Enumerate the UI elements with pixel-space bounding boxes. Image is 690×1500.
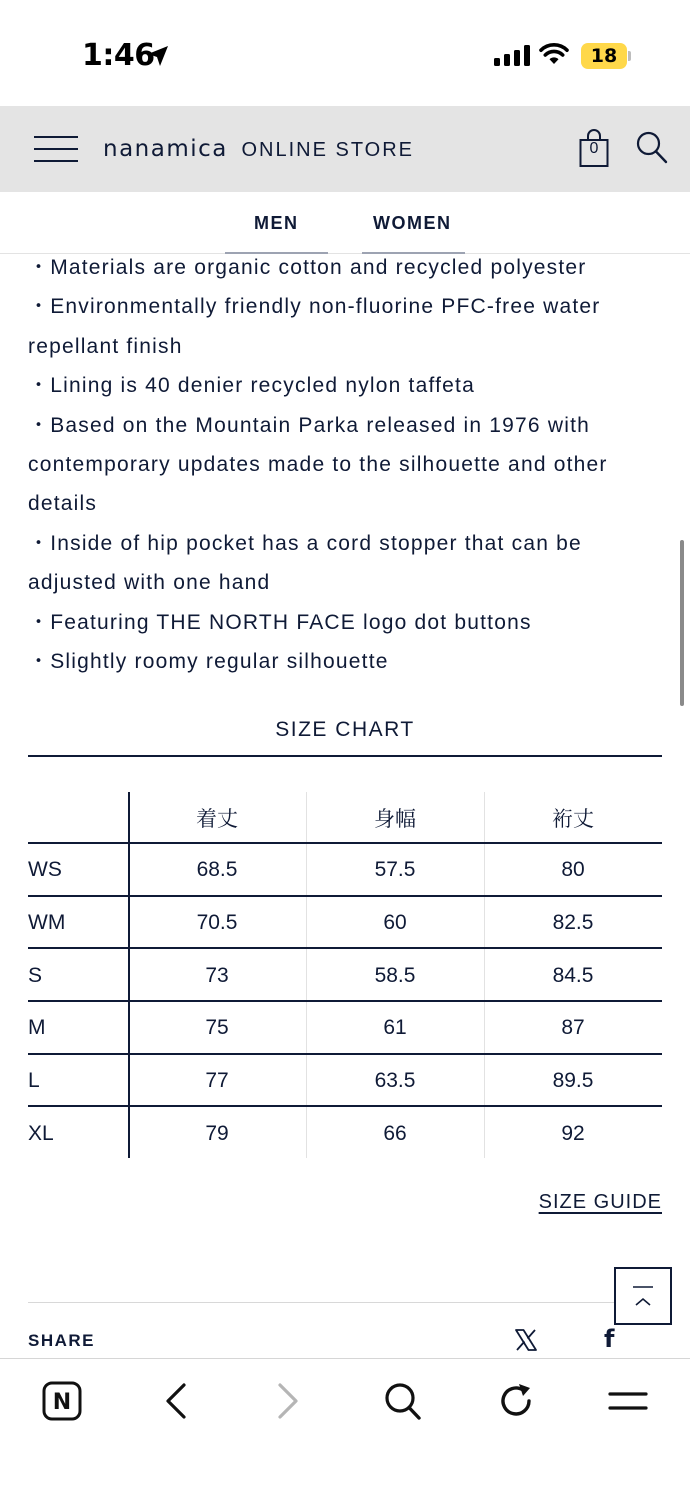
table-row	[28, 1107, 662, 1160]
tab-women[interactable]: WOMEN	[373, 213, 452, 233]
brand-suffix: ONLINE STORE	[241, 139, 415, 161]
size-guide-link[interactable]: SIZE GUIDE	[538, 1191, 662, 1213]
table-cell: 60	[383, 911, 407, 935]
cart-button[interactable]	[579, 128, 609, 173]
wifi-icon	[538, 42, 570, 66]
table-cell: 89.5	[552, 1069, 594, 1093]
table-cell: 77	[205, 1069, 229, 1093]
site-logo[interactable]	[103, 136, 414, 162]
table-cell: 63.5	[374, 1069, 416, 1093]
table-cell: 92	[561, 1121, 585, 1145]
menu-button[interactable]	[34, 136, 78, 162]
label-column-divider	[128, 792, 130, 1158]
site-button[interactable]	[42, 1381, 82, 1426]
facebook-icon[interactable]: f	[604, 1325, 615, 1353]
size-label: WS	[28, 858, 62, 882]
chevron-up-icon	[616, 1269, 670, 1323]
share-divider	[28, 1302, 614, 1303]
status-bar	[0, 0, 690, 106]
search-icon[interactable]	[636, 131, 668, 165]
description-item: ・Lining is 40 denier recycled nylon taffeta	[28, 374, 475, 398]
description-item: ・Materials are organic cotton and recycled polyester	[28, 256, 587, 279]
size-label: M	[28, 1016, 46, 1040]
site-icon-letter: N	[52, 1390, 72, 1415]
menu-line	[34, 160, 78, 162]
reload-icon[interactable]	[496, 1381, 536, 1421]
size-chart-title: SIZE CHART	[275, 718, 415, 741]
table-cell: 79	[205, 1121, 229, 1145]
table-row	[28, 897, 662, 950]
description-item: ・Slightly roomy regular silhouette	[28, 650, 389, 674]
back-to-top-button[interactable]	[614, 1267, 672, 1325]
site-header	[0, 106, 690, 192]
description-item: ・Featuring THE NORTH FACE logo dot buttons	[28, 610, 532, 634]
site-icon	[42, 1381, 82, 1421]
table-header-cell: 着丈	[196, 808, 238, 831]
table-header-cell	[28, 792, 128, 844]
battery-indicator: 18	[581, 43, 627, 69]
table-cell: 70.5	[196, 911, 238, 935]
description-item: ・Based on the Mountain Parka released in 1976 with contemporary updates made to the silhouette and other details	[28, 413, 608, 516]
status-time: 1:46	[82, 38, 155, 73]
location-arrow-icon	[146, 44, 170, 68]
size-chart-divider	[28, 755, 662, 757]
table-cell: 84.5	[552, 963, 594, 987]
table-cell: 75	[205, 1016, 229, 1040]
scrollbar[interactable]	[680, 540, 684, 706]
table-cell: 73	[205, 963, 229, 987]
table-cell: 80	[561, 858, 585, 882]
cart-count: 0	[589, 140, 599, 157]
back-icon[interactable]	[162, 1381, 188, 1421]
table-cell: 57.5	[374, 858, 416, 882]
size-chart-table	[28, 792, 662, 1160]
search-icon[interactable]	[383, 1381, 423, 1421]
browser-toolbar	[0, 1358, 690, 1500]
table-cell: 58.5	[374, 963, 416, 987]
tab-men[interactable]: MEN	[254, 213, 299, 233]
menu-line	[34, 148, 78, 150]
table-cell: 61	[383, 1016, 407, 1040]
table-cell: 66	[383, 1121, 407, 1145]
description-item: ・Inside of hip pocket has a cord stopper that can be adjusted with one hand	[28, 531, 582, 595]
table-row	[28, 949, 662, 1002]
description-item: ・Environmentally friendly non-fluorine PFC-free water repellant finish	[28, 295, 601, 358]
table-cell: 82.5	[552, 911, 594, 935]
x-icon[interactable]	[514, 1328, 538, 1352]
size-label: WM	[28, 911, 66, 935]
share-label: SHARE	[28, 1331, 96, 1350]
cellular-signal-icon	[494, 44, 530, 66]
product-description	[28, 248, 668, 681]
brand-name: nanamica	[103, 136, 228, 162]
table-row	[28, 1055, 662, 1108]
forward-icon[interactable]	[276, 1381, 302, 1421]
battery-tip	[628, 51, 631, 61]
table-cell: 87	[561, 1016, 585, 1040]
table-header-cell: 身幅	[374, 808, 416, 831]
table-header-row	[28, 792, 662, 844]
size-label: S	[28, 963, 43, 987]
size-label: XL	[28, 1121, 54, 1145]
menu-line	[34, 136, 78, 138]
gender-nav	[0, 192, 690, 254]
table-row	[28, 844, 662, 897]
menu-icon[interactable]	[608, 1381, 648, 1421]
table-cell: 68.5	[196, 858, 238, 882]
table-header-cell: 裄丈	[552, 808, 594, 831]
table-row	[28, 1002, 662, 1055]
size-label: L	[28, 1069, 40, 1093]
